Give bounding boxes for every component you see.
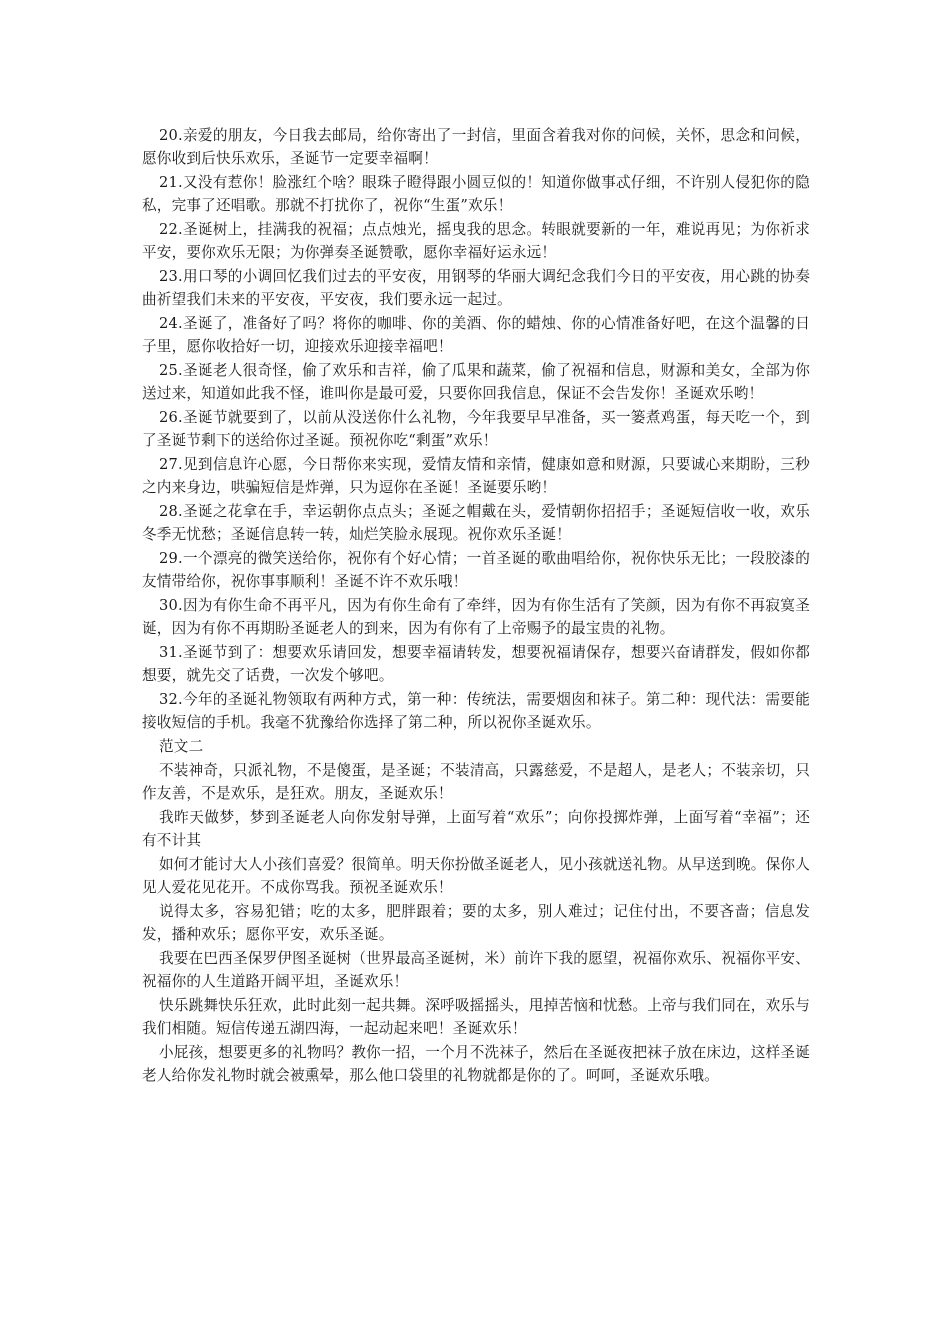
- essay-paragraph: 如何才能讨大人小孩们喜爱？很简单。明天你扮做圣诞老人，见小孩就送礼物。从早送到晚。保你人见人爱花见花开。不成你骂我。预祝圣诞欢乐！: [142, 856, 810, 896]
- document-body: [142, 124, 810, 1088]
- paragraph-27: 27.见到信息许心愿，今日帮你来实现，爱情友情和亲情，健康如意和财源，只要诚心来期盼，三秒之内来身边，哄骗短信是炸弹，只为逗你在圣诞！圣诞要乐哟！: [142, 456, 810, 496]
- paragraph-29: 29.一个漂亮的微笑送给你，祝你有个好心情；一首圣诞的歌曲唱给你，祝你快乐无比；一段胶漆的友情带给你，祝你事事顺利！圣诞不许不欢乐哦！: [142, 550, 810, 590]
- essay-paragraph: 快乐跳舞快乐狂欢，此时此刻一起共舞。深呼吸摇摇头，甩掉苦恼和忧愁。上帝与我们同在，欢乐与我们相随。短信传递五湖四海，一起动起来吧！圣诞欢乐！: [142, 997, 810, 1037]
- paragraph-23: 23.用口琴的小调回忆我们过去的平安夜，用钢琴的华丽大调纪念我们今日的平安夜，用心跳的协奏曲祈望我们未来的平安夜，平安夜，我们要永远一起过。: [142, 268, 810, 308]
- paragraph-31: 31.圣诞节到了：想要欢乐请回发，想要幸福请转发，想要祝福请保存，想要兴奋请群发，假如你都想要，就先交了话费，一次发个够吧。: [142, 644, 810, 684]
- essay-paragraph: 小屁孩，想要更多的礼物吗？教你一招，一个月不洗袜子，然后在圣诞夜把袜子放在床边，这样圣诞老人给你发礼物时就会被熏晕，那么他口袋里的礼物就都是你的了。呵呵，圣诞欢乐哦。: [142, 1044, 810, 1084]
- essay-paragraph: 不装神奇，只派礼物，不是傻蛋，是圣诞；不装清高，只露慈爱，不是超人，是老人；不装亲切，只作友善，不是欢乐，是狂欢。朋友，圣诞欢乐！: [142, 762, 810, 802]
- paragraph-22: 22.圣诞树上，挂满我的祝福；点点烛光，摇曳我的思念。转眼就要新的一年，难说再见；为你祈求平安，要你欢乐无限；为你弹奏圣诞赞歌，愿你幸福好运永远！: [142, 221, 810, 261]
- section-heading: 范文二: [159, 738, 204, 755]
- paragraph-20: 20.亲爱的朋友，今日我去邮局，给你寄出了一封信，里面含着我对你的问候，关怀，思念和问候，愿你收到后快乐欢乐，圣诞节一定要幸福啊！: [142, 127, 810, 167]
- essay-paragraph: 我要在巴西圣保罗伊图圣诞树（世界最高圣诞树，米）前许下我的愿望，祝福你欢乐、祝福你平安、祝福你的人生道路开阔平坦，圣诞欢乐！: [142, 950, 810, 990]
- paragraph-30: 30.因为有你生命不再平凡，因为有你生命有了牵绊，因为有你生活有了笑颜，因为有你不再寂寞圣诞，因为有你不再期盼圣诞老人的到来，因为有你有了上帝赐予的最宝贵的礼物。: [142, 597, 810, 637]
- paragraph-25: 25.圣诞老人很奇怪，偷了欢乐和吉祥，偷了瓜果和蔬菜，偷了祝福和信息，财源和美女，全部为你送过来，知道如此我不怪，谁叫你是最可爱，只要你回我信息，保证不会告发你！圣诞欢乐哟！: [142, 362, 810, 402]
- paragraph-24: 24.圣诞了，准备好了吗？将你的咖啡、你的美酒、你的蜡烛、你的心情准备好吧，在这个温馨的日子里，愿你收拾好一切，迎接欢乐迎接幸福吧！: [142, 315, 810, 355]
- essay-paragraph: 我昨天做梦，梦到圣诞老人向你发射导弹，上面写着“欢乐”；向你投掷炸弹，上面写着“幸福”；还有不计其: [142, 809, 810, 849]
- paragraph-28: 28.圣诞之花拿在手，幸运朝你点点头；圣诞之帽戴在头，爱情朝你招招手；圣诞短信收一收，欢乐冬季无忧愁；圣诞信息转一转，灿烂笑脸永展现。祝你欢乐圣诞！: [142, 503, 810, 543]
- paragraph-26: 26.圣诞节就要到了，以前从没送你什么礼物，今年我要早早准备，买一篓煮鸡蛋，每天吃一个，到了圣诞节剩下的送给你过圣诞。预祝你吃“剩蛋”欢乐！: [142, 409, 810, 449]
- paragraph-32: 32.今年的圣诞礼物领取有两种方式，第一种：传统法，需要烟囱和袜子。第二种：现代法：需要能接收短信的手机。我毫不犹豫给你选择了第二种，所以祝你圣诞欢乐。: [142, 691, 810, 731]
- paragraph-21: 21.又没有惹你！脸涨红个啥？眼珠子瞪得跟小圆豆似的！知道你做事忒仔细，不许别人侵犯你的隐私，完事了还唱歌。那就不打扰你了，祝你“生蛋”欢乐！: [142, 174, 810, 214]
- essay-paragraph: 说得太多，容易犯错；吃的太多，肥胖跟着；要的太多，别人难过；记住付出，不要吝啬；信息发发，播种欢乐；愿你平安，欢乐圣诞。: [142, 903, 810, 943]
